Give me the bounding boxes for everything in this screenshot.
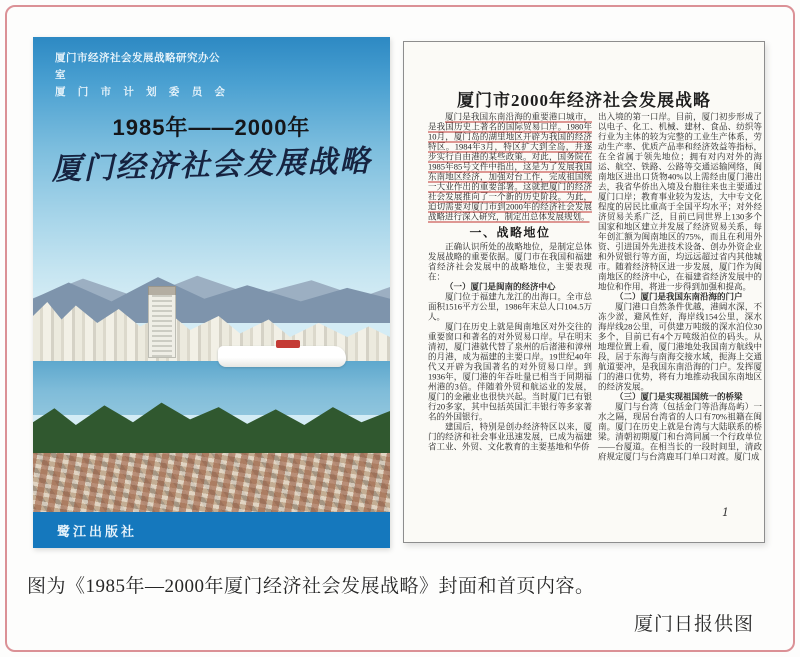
tall-building bbox=[148, 286, 176, 358]
paragraph: 正确认识所处的战略地位，是制定总体发展战略的重要依据。厦门市在我国和福建省经济社会发展中的战略地位，主要表现在： bbox=[428, 242, 592, 282]
paragraph: 厦门在历史上就是闽南地区对外交往的重要窗口和著名的对外贸易口岸。早在明末清初，厦门港就代替了泉州的后渚港和漳州的月港，成为福建的主要口岸。19世纪40年代又开辟为我国著名的对外贸易口岸。到1936年，厦门港的年吞吐量已相当于同期福州港的3倍。伴随着外贸和航运业的发展，厦门的金融业也很快兴起。当时厦门已有银行20多家，其中包括英国汇丰银行等多家著名的外国银行。 bbox=[428, 322, 592, 422]
publisher-name: 鹭江出版社 bbox=[57, 523, 138, 539]
paragraph: 厦门港口自然条件优越，港阔水深，不冻少淤，避风性好，海岸线154公里，深水海岸线28公里，可供建万吨级的深水泊位30多个，目前已有4个万吨级泊位的码头。从地理位置上看，厦门港地处我国南方航线中段，居于东海与南海交接水域，扼海上交通航道要冲，是我国东南沿海的门户。发挥厦门的港口优势，将有力地推动我国东南地区的经济发展。 bbox=[598, 302, 762, 392]
page-column-right bbox=[598, 112, 764, 532]
harbor-water bbox=[33, 361, 390, 415]
cover-org-line1: 厦门市经济社会发展战略研究办公室 bbox=[55, 52, 220, 81]
page-title: 厦门市2000年经济社会发展战略 bbox=[457, 91, 711, 110]
cover-organization bbox=[55, 50, 225, 101]
section-heading-strategic-position: 一、战略地位 bbox=[469, 226, 551, 240]
cruise-ship bbox=[218, 346, 346, 367]
paragraph: 建国后，特别是创办经济特区以来，厦门的经济和社会事业迅速发展，已成为福建省工业、外贸、文化教育的主要基地和华侨 bbox=[428, 422, 592, 452]
subsection-heading: （一）厦门是闽南的经济中心 bbox=[445, 282, 556, 292]
book-first-page bbox=[403, 41, 765, 543]
cover-year-range: 1985年——2000年 bbox=[112, 115, 311, 140]
paragraph-intro-highlighted: 厦门是我国东南沿海的重要港口城市，是我国历史上著名的国际贸易口岸。1980年10月，厦门岛的湖里地区开辟为我国的经济特区。1984年3月，特区扩大到全岛，并逐步实行自由港的某些政策。对此，国务院在1985年85号文件中指出，这是为了发展我国东南地区经济，加强对台工作，完成祖国统一大业作出的重要部署。这就把厦门的经济社会发展推向了一个新的历史阶段。为此，迫切需要对厦门市到2000年的经济社会发展战略进行深入研究，制定出总体发展规划。 bbox=[428, 112, 592, 222]
subsection-heading: （二）厦门是我国东南沿海的门户 bbox=[615, 292, 743, 302]
book-cover bbox=[33, 37, 390, 548]
photo-credit: 厦门日报供图 bbox=[633, 614, 754, 635]
cover-org-line2: 厦 门 市 计 划 委 员 会 bbox=[55, 86, 225, 98]
publisher-band bbox=[33, 512, 390, 548]
paragraph-continuation: 出入境的第一口岸。目前，厦门初步形成了以电子、化工、机械、建材、食品、纺织等行业为主体的较为完整的工业生产体系，劳动生产率、优质产品率和经济效益等指标，在全省属于领先地位；拥有对内对外的海运、航空、铁路、公路等交通运输网络，闽南地区进出口货物40%以上需经由厦门港出去，我省华侨出入境及台胞往来也主要通过厦门口岸；教育事业较为发达，大中专文化程度的居民比重高于全国平均水平；对外经济贸易关系广泛，目前已同世界上130多个国家和地区建立并发展了经济贸易关系，每年创汇额为闽南地区的75%，而且在利用外资、引进国外先进技术设备、创办外资企业和外贸银行等方面，均远远超过省内其他城市。随着经济特区进一步发展，厦门作为闽南地区的经济中心，在福建省经济发展中的地位和作用，将进一步得到加强和提高。 bbox=[598, 112, 762, 292]
paragraph: 厦门位于福建九龙江的出海口。全市总面积1516平方公里，1986年末总人口104.5万人。 bbox=[428, 292, 592, 322]
photo-caption: 图为《1985年—2000年厦门经济社会发展战略》封面和首页内容。 bbox=[27, 576, 595, 597]
cover-title-calligraphy: 厦门经济社会发展战略 bbox=[51, 143, 372, 188]
page-column-left bbox=[428, 112, 592, 532]
paragraph: 厦门与台湾（包括金门等沿海岛屿）一水之隔，现居台湾省的人口有70%祖籍在闽南。厦门在历史上就是台湾与大陆联系的桥梁。清朝初期厦门和台湾同属一个行政单位——台厦道。在相当长的一段时间里，清政府规定厦门与台湾鹿耳门单口对渡。厦门成 bbox=[598, 402, 762, 462]
page-number: 1 bbox=[722, 506, 729, 519]
subsection-heading: （三）厦门是实现祖国统一的桥梁 bbox=[615, 392, 743, 402]
